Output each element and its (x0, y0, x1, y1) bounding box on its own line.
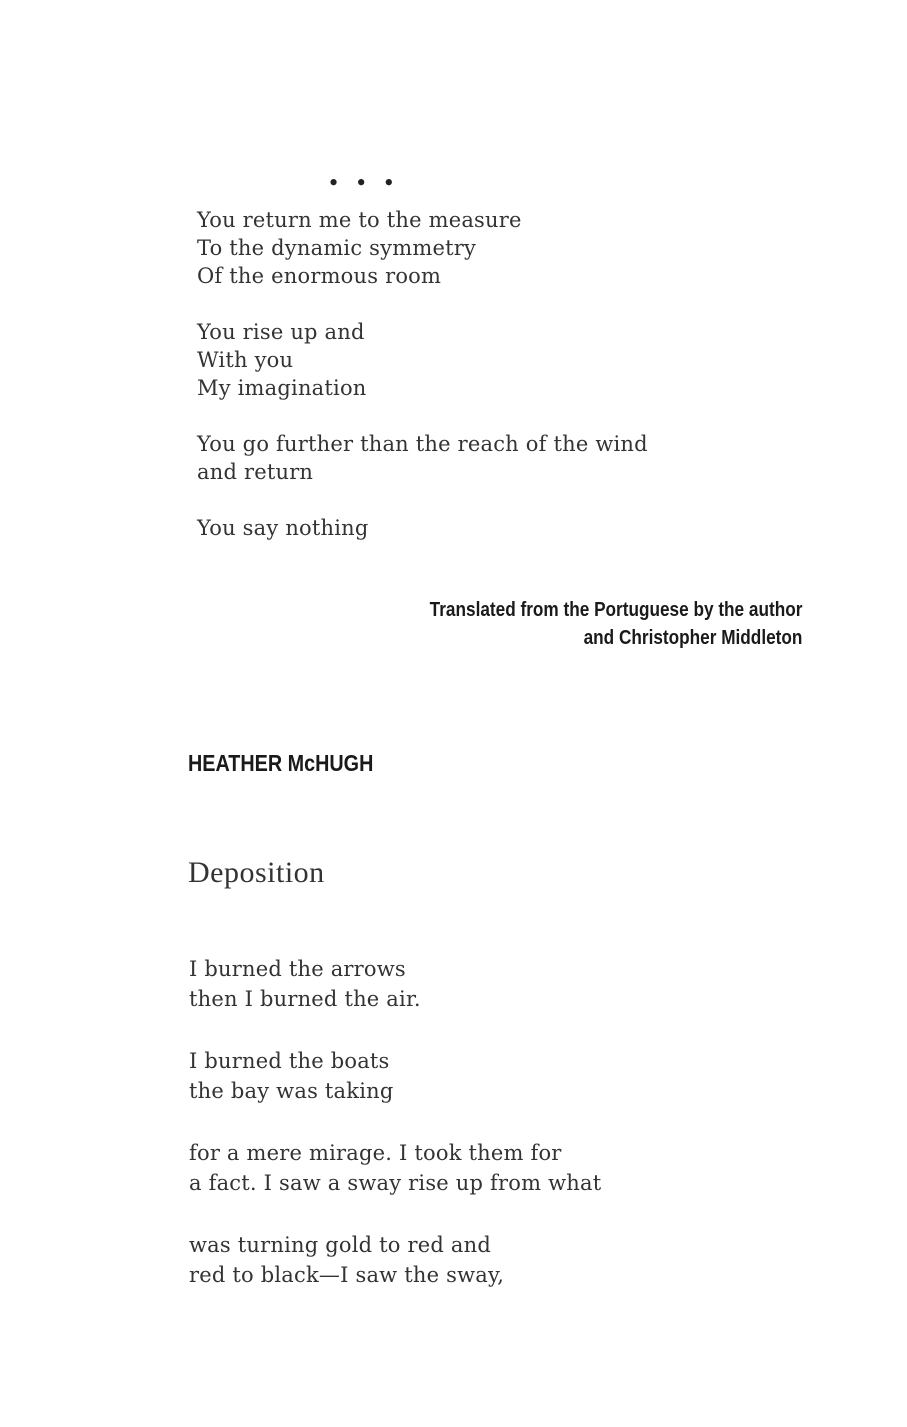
poem-line: My imagination (197, 376, 367, 400)
poem-line: I burned the boats (189, 1049, 390, 1073)
credit-line: and Christopher Middleton (583, 627, 802, 649)
author-name: HEATHER McHUGH (188, 750, 374, 776)
poem-line: for a mere mirage. I took them for (189, 1141, 562, 1165)
stanza (189, 954, 601, 1014)
poem-line: a fact. I saw a sway rise up from what (189, 1171, 602, 1195)
poem-line: You say nothing (197, 516, 369, 540)
poem-line: Of the enormous room (197, 264, 442, 288)
stanza (197, 206, 648, 290)
poem-line: then I burned the air. (189, 987, 421, 1011)
poem-line: and return (197, 460, 314, 484)
poem-line: To the dynamic symmetry (197, 236, 477, 260)
poem-second (189, 954, 601, 1290)
credit-line: Translated from the Portuguese by the author (429, 599, 802, 621)
poem-line: You rise up and (197, 320, 365, 344)
translation-credit (429, 596, 802, 652)
poem-line: the bay was taking (189, 1079, 394, 1103)
stanza (197, 430, 648, 486)
poem-line: was turning gold to red and (189, 1233, 491, 1257)
stanza (197, 514, 648, 542)
poem-line: You go further than the reach of the wind (197, 432, 648, 456)
poem-line: With you (197, 348, 294, 372)
poem-title: Deposition (188, 856, 325, 889)
poem-line: red to black—I saw the sway, (189, 1263, 505, 1287)
stanza (189, 1138, 601, 1198)
poem-line: You return me to the measure (197, 208, 522, 232)
stanza (189, 1230, 601, 1290)
poem-line: I burned the arrows (189, 957, 406, 981)
stanza (189, 1046, 601, 1106)
stanza (197, 318, 648, 402)
section-separator: • • • (329, 168, 400, 197)
poem-first (197, 206, 648, 570)
